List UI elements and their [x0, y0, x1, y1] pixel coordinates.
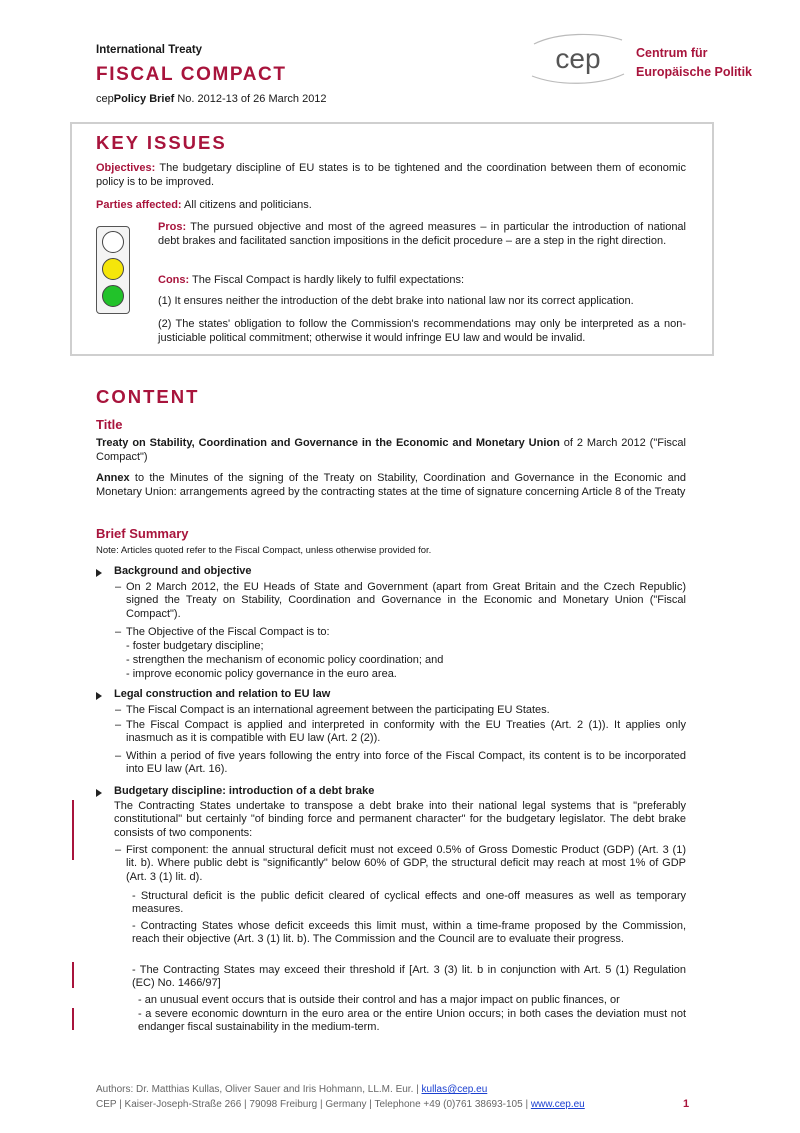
content-title: CONTENT — [96, 386, 200, 407]
dash-marker: – — [115, 626, 122, 638]
section-budgetary-heading: Budgetary discipline: introduction of a debt brake — [114, 785, 375, 797]
list-item: The Objective of the Fiscal Compact is to: — [126, 626, 330, 638]
treaty-name: Treaty on Stability, Coordination and Governance in the Economic and Monetary Union — [96, 437, 560, 449]
summary-note: Note: Articles quoted refer to the Fiscal Compact, unless otherwise provided for. — [96, 545, 432, 556]
traffic-light-green-icon — [102, 285, 124, 307]
section-background-heading: Background and objective — [114, 565, 252, 577]
dash-marker: – — [115, 844, 122, 856]
footer-authors — [96, 1084, 487, 1095]
annex-text: to the Minutes of the signing of the Treaty on Stability, Coordination and Governance in the Economic and Monetary Union: arrangements agreed by the contracting states at the time of signature concerning Article 8 of the Treaty — [96, 472, 686, 498]
parties-paragraph — [96, 199, 686, 213]
list-item: - strengthen the mechanism of economic policy coordination; and — [126, 654, 444, 666]
list-item: On 2 March 2012, the EU Heads of State and Government (apart from Great Britain and the Czech Republic) signed the Treaty on Stability, Coordination and Governance in the Economic and Monetary Union ("Fiscal Compact"). — [126, 581, 686, 620]
traffic-light-yellow-icon — [102, 258, 124, 280]
list-item: First component: the annual structural deficit must not exceed 0.5% of Gross Domestic Product (GDP) (Art. 3 (1) lit. b). Where public debt is "significantly" below 60% of GDP, the structural deficit may reach at most 1% of GDP (Art. 3 (1) lit. d). — [126, 844, 686, 883]
list-item: - Contracting States whose deficit exceeds this limit must, within a time-frame proposed by the Commission, reach their objective (Art. 3 (1) lit. b). The Commission and the Council are to evaluate their progress. — [132, 920, 686, 946]
traffic-light-white-icon — [102, 231, 124, 253]
list-item: The Fiscal Compact is applied and interpreted in conformity with the EU Treaties (Art. 2 (1)). It applies only inasmuch as it is compatible with EU law (Art. 2 (2)). — [126, 719, 686, 745]
section-legal-heading: Legal construction and relation to EU law — [114, 688, 331, 700]
objectives-label: Objectives: — [96, 162, 156, 174]
section-bullet-icon — [96, 789, 102, 797]
objectives-paragraph — [96, 162, 686, 189]
treaty-date: of 2 March 2012 ("Fiscal Compact") — [96, 437, 686, 463]
list-item: - a severe economic downturn in the euro area or the entire Union occurs; in both cases the deviation must not endanger fiscal sustainability in the medium-term. — [138, 1008, 686, 1034]
brief-summary-heading: Brief Summary — [96, 526, 189, 541]
dash-marker: – — [115, 750, 122, 762]
treaty-paragraph — [96, 437, 686, 464]
brief-prefix: cep — [96, 93, 114, 105]
pros-text: The pursued objective and most of the agreed measures – in particular the introduction of national debt brakes and facilitated sanction impositions in the deficit procedure – are a step in the right direction. — [158, 221, 686, 247]
change-marker-bar — [72, 1008, 74, 1030]
key-issues-title: KEY ISSUES — [96, 132, 227, 153]
brief-number — [96, 93, 327, 105]
parties-label: Parties affected: — [96, 199, 182, 211]
change-marker-bar — [72, 800, 74, 860]
organisation-name-line1: Centrum für — [636, 46, 708, 60]
cons-point-2: (2) The states' obligation to follow the Commission's recommendations may only be interpreted as a non-justiciable political commitment; otherwise it would infringe EU law and would be invalid. — [158, 318, 686, 344]
document-title: FISCAL COMPACT — [96, 64, 287, 85]
dash-marker: – — [115, 704, 122, 716]
cons-label: Cons: — [158, 274, 190, 286]
objectives-text: The budgetary discipline of EU states is to be tightened and the coordination between them of economic policy is to be improved. — [96, 162, 686, 188]
list-item: - an unusual event occurs that is outside their control and has a major impact on public finances, or — [138, 994, 620, 1006]
logo-text: cep — [555, 43, 601, 74]
footer-address — [96, 1099, 585, 1110]
list-item: - foster budgetary discipline; — [126, 640, 264, 652]
traffic-light-icon — [96, 226, 130, 314]
website-link[interactable]: www.cep.eu — [530, 1099, 585, 1110]
brief-date: No. 2012-13 of 26 March 2012 — [174, 93, 327, 105]
cons-point-1: (1) It ensures neither the introduction of the debt brake into national law nor its correct application. — [158, 295, 634, 307]
parties-text: All citizens and politicians. — [181, 199, 312, 211]
change-marker-bar — [72, 962, 74, 988]
dash-marker: – — [115, 719, 122, 731]
address-text: CEP | Kaiser-Joseph-Straße 266 | 79098 Freiburg | Germany | Telephone +49 (0)761 38693-105 | — [96, 1099, 531, 1110]
pros-label: Pros: — [158, 221, 187, 233]
organisation-name-line2: Europäische Politik — [636, 65, 753, 79]
cons-text: The Fiscal Compact is hardly likely to fulfil expectations: — [189, 274, 465, 286]
page-number: 1 — [683, 1098, 690, 1110]
list-item: The Fiscal Compact is an international agreement between the participating EU States. — [126, 704, 550, 716]
cep-logo — [528, 30, 628, 88]
annex-label: Annex — [96, 472, 130, 484]
document-type: International Treaty — [96, 44, 203, 56]
brief-label: Policy Brief — [113, 93, 175, 105]
paragraph: The Contracting States undertake to transpose a debt brake into their national legal systems that is "preferably constitutional" but certainly "of binding force and permanent character" for the budgetary legislator. The debt brake consists of two components: — [114, 800, 686, 839]
authors-text: Authors: Dr. Matthias Kullas, Oliver Sauer and Iris Hohmann, LL.M. Eur. | — [96, 1084, 422, 1095]
cons-paragraph — [158, 274, 686, 288]
email-link[interactable]: kullas@cep.eu — [421, 1084, 488, 1095]
pros-paragraph — [158, 221, 686, 248]
dash-marker: – — [115, 581, 122, 593]
organisation-name — [636, 44, 752, 82]
annex-paragraph — [96, 472, 686, 499]
list-item: - improve economic policy governance in the euro area. — [126, 668, 397, 680]
section-bullet-icon — [96, 569, 102, 577]
list-item: - Structural deficit is the public deficit cleared of cyclical effects and one-off measures as well as temporary measures. — [132, 890, 686, 916]
section-bullet-icon — [96, 692, 102, 700]
title-heading: Title — [96, 417, 123, 432]
list-item: Within a period of five years following the entry into force of the Fiscal Compact, its content is to be incorporated into EU law (Art. 16). — [126, 750, 686, 776]
list-item: - The Contracting States may exceed their threshold if [Art. 3 (3) lit. b in conjunction with Art. 5 (1) Regulation (EC) No. 1466/97] — [132, 964, 686, 990]
